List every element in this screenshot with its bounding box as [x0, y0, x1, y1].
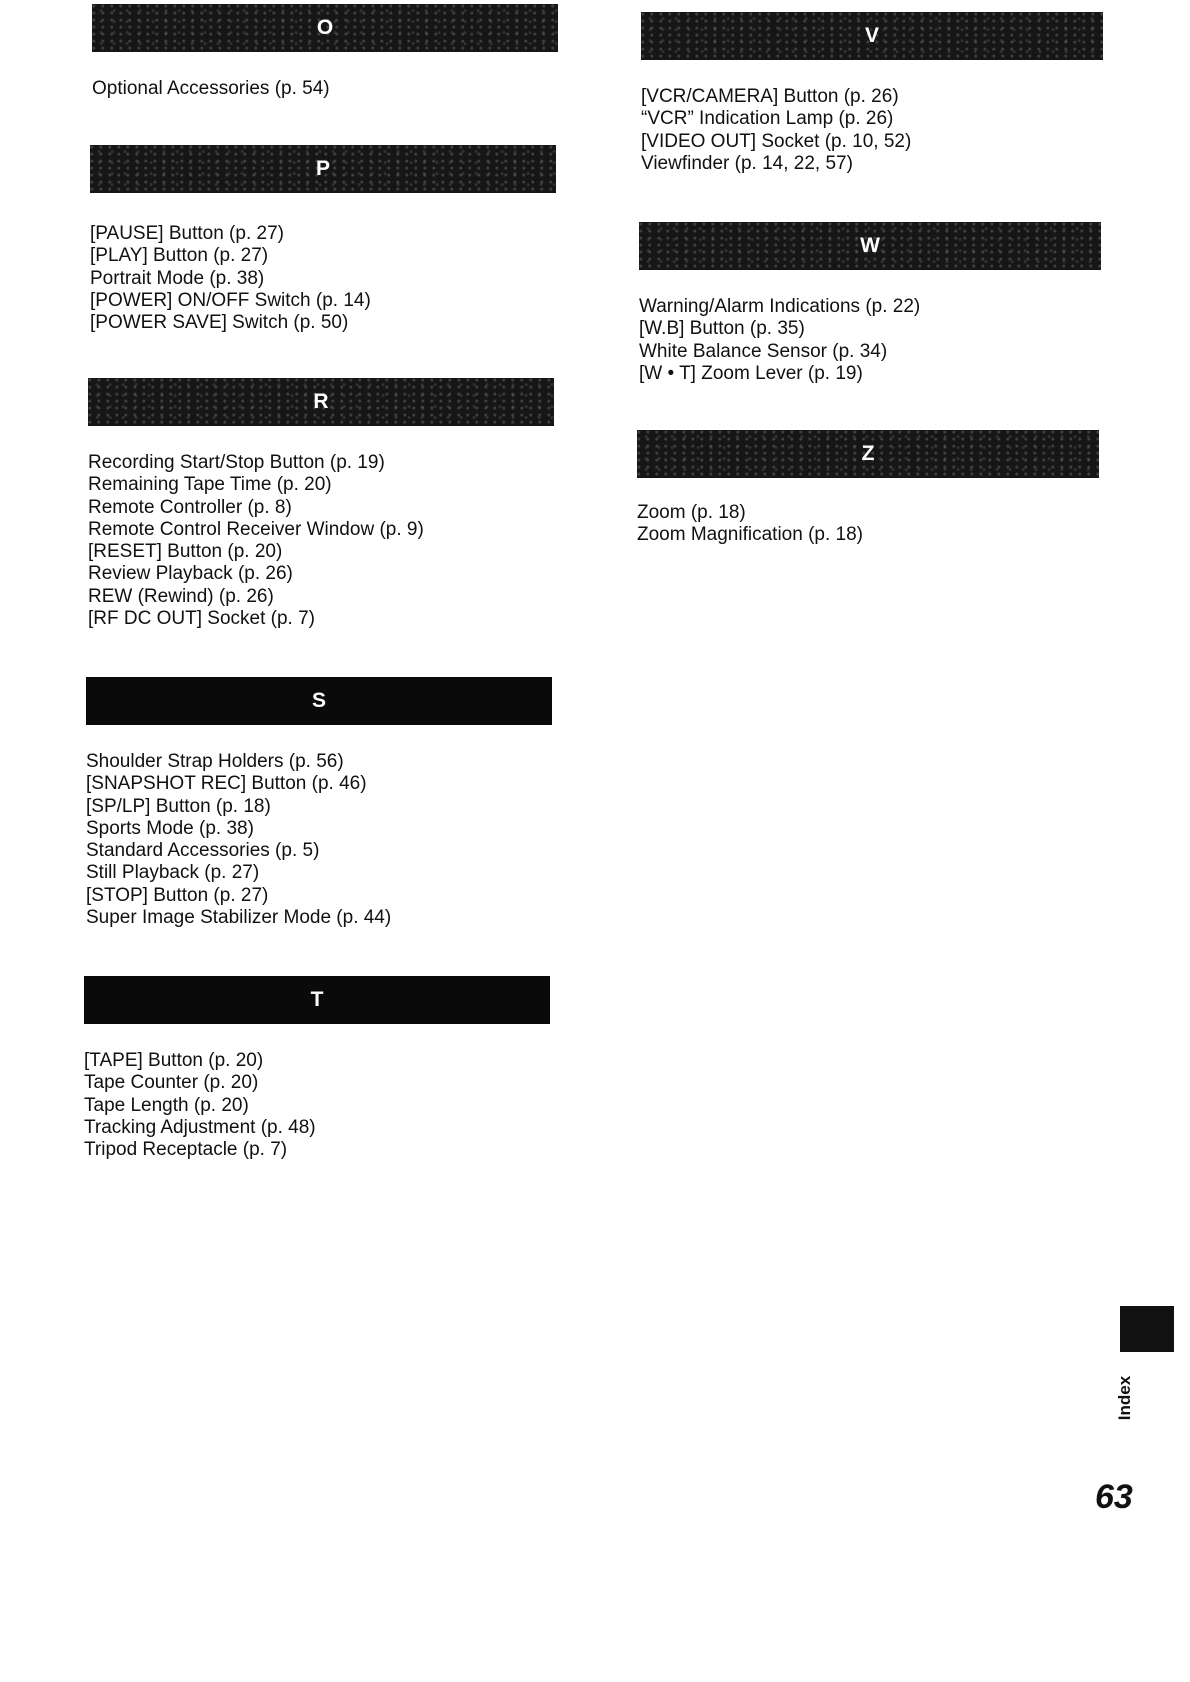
section-letter: W	[860, 234, 880, 257]
index-entry: Sports Mode (p. 38)	[86, 817, 254, 839]
index-entry: Portrait Mode (p. 38)	[90, 267, 265, 289]
page-number: 63	[1095, 1478, 1133, 1516]
index-entry: [W.B] Button (p. 35)	[639, 318, 805, 340]
index-entry: [TAPE] Button (p. 20)	[84, 1050, 264, 1071]
section-header-t	[84, 976, 550, 1024]
section-letter: T	[310, 988, 324, 1011]
section-header-r	[88, 378, 554, 426]
entry-list	[641, 86, 1103, 175]
entry-list	[86, 751, 552, 929]
section-header-v	[641, 12, 1103, 60]
index-entry: Viewfinder (p. 14, 22, 57)	[641, 152, 853, 174]
section-header-z	[637, 430, 1099, 478]
index-entry: Zoom Magnification (p. 18)	[637, 524, 863, 546]
index-section-o	[92, 4, 558, 100]
index-entry: Remote Control Receiver Window (p. 9)	[88, 518, 424, 540]
section-letter: R	[313, 390, 329, 413]
entry-list	[90, 223, 556, 334]
index-entry: [W • T] Zoom Lever (p. 19)	[639, 362, 863, 384]
section-header-s	[86, 677, 552, 725]
section-header-w	[639, 222, 1101, 270]
section-letter: P	[315, 157, 330, 180]
index-section-w	[639, 222, 1101, 385]
index-entry: Shoulder Strap Holders (p. 56)	[86, 751, 344, 772]
index-entry: Tripod Receptacle (p. 7)	[84, 1139, 288, 1161]
section-letter: Z	[861, 442, 875, 465]
index-entry: White Balance Sensor (p. 34)	[639, 340, 888, 362]
index-entry: [RESET] Button (p. 20)	[88, 541, 283, 563]
index-entry: Tape Counter (p. 20)	[84, 1072, 259, 1094]
index-entry: Standard Accessories (p. 5)	[86, 840, 320, 862]
index-entry: Tape Length (p. 20)	[84, 1094, 249, 1116]
index-section-p	[90, 145, 556, 334]
index-entry: Tracking Adjustment (p. 48)	[84, 1116, 316, 1138]
index-entry: [PLAY] Button (p. 27)	[90, 245, 269, 267]
index-entry: [POWER] ON/OFF Switch (p. 14)	[90, 289, 371, 311]
index-tab-text: Index	[1115, 1375, 1134, 1421]
index-section-r	[88, 378, 554, 630]
index-tab-marker	[1120, 1306, 1174, 1352]
index-entry: Recording Start/Stop Button (p. 19)	[88, 452, 385, 473]
index-entry: [RF DC OUT] Socket (p. 7)	[88, 608, 315, 630]
index-entry: Super Image Stabilizer Mode (p. 44)	[86, 907, 392, 929]
index-entry: Remote Controller (p. 8)	[88, 496, 292, 518]
index-entry: “VCR” Indication Lamp (p. 26)	[641, 108, 894, 130]
entry-list	[637, 502, 1099, 547]
section-letter: V	[864, 24, 879, 47]
index-entry: REW (Rewind) (p. 26)	[88, 585, 274, 607]
index-section-t	[84, 976, 550, 1161]
section-header-p	[90, 145, 556, 193]
entry-list	[84, 1050, 550, 1161]
section-letter: S	[311, 689, 326, 712]
entry-list	[639, 296, 1101, 385]
index-entry: [PAUSE] Button (p. 27)	[90, 223, 284, 244]
index-entry: Remaining Tape Time (p. 20)	[88, 474, 332, 496]
index-entry: [STOP] Button (p. 27)	[86, 884, 269, 906]
entry-list	[92, 78, 558, 100]
index-section-s	[86, 677, 552, 929]
index-entry: [SP/LP] Button (p. 18)	[86, 795, 271, 817]
section-header-o	[92, 4, 558, 52]
index-entry: [VIDEO OUT] Socket (p. 10, 52)	[641, 130, 912, 152]
index-entry: Optional Accessories (p. 54)	[92, 78, 330, 99]
index-entry: Warning/Alarm Indications (p. 22)	[639, 296, 921, 317]
entry-list	[88, 452, 554, 630]
index-entry: Review Playback (p. 26)	[88, 563, 293, 585]
index-entry: [SNAPSHOT REC] Button (p. 46)	[86, 773, 367, 795]
index-section-v	[641, 12, 1103, 175]
index-tab-label	[1115, 1360, 1135, 1436]
section-letter: O	[316, 16, 334, 39]
index-entry: Zoom (p. 18)	[637, 502, 746, 523]
index-entry: [VCR/CAMERA] Button (p. 26)	[641, 86, 899, 107]
index-entry: Still Playback (p. 27)	[86, 862, 260, 884]
index-entry: [POWER SAVE] Switch (p. 50)	[90, 312, 349, 334]
index-section-z	[637, 430, 1099, 547]
